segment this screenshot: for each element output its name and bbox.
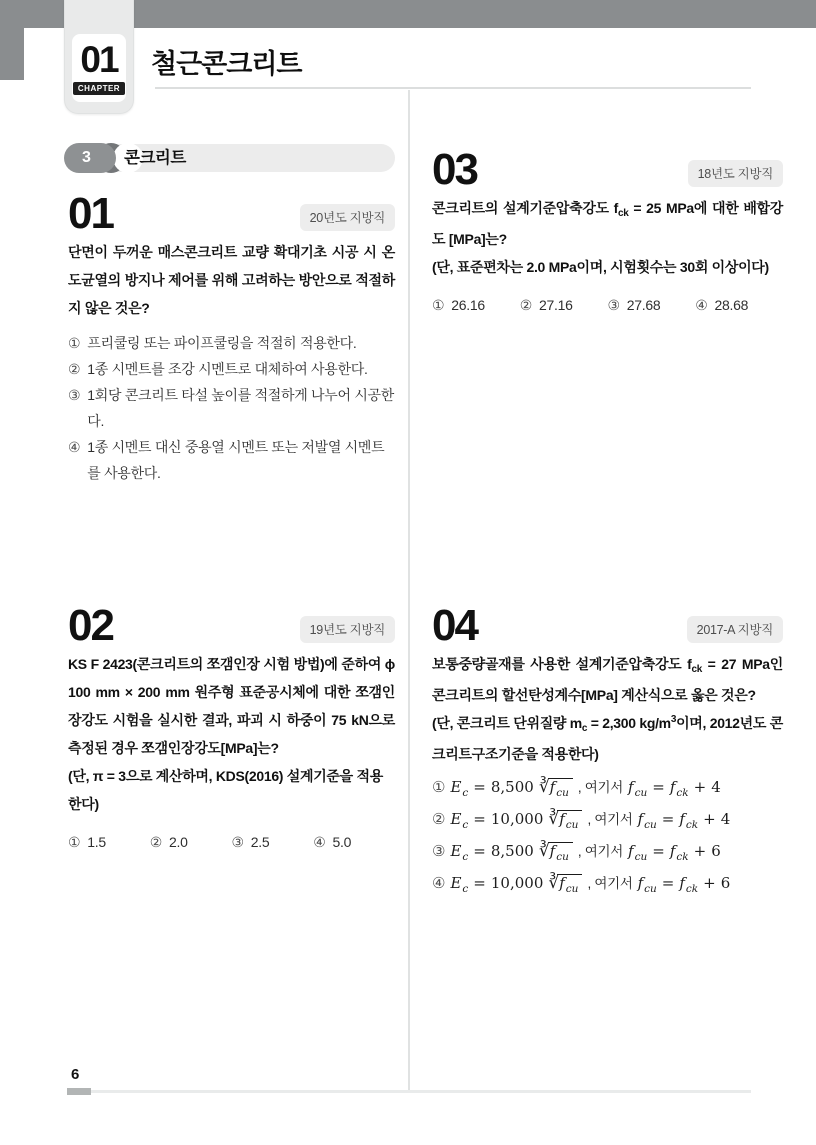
math-equals: = [661,874,675,892]
math-addend: 4 [720,810,731,828]
math-equals: = [652,842,665,860]
option-item [68,356,395,382]
cube-root-symbol: ∛ [548,873,560,893]
option-item [695,293,783,317]
option-marker: ② [149,834,163,850]
option-text: 1회당 콘크리트 타설 높이를 적절하게 나누어 시공한다. [87,387,394,429]
question-text-pre: 콘크리트의 설계기준압축강도 f [432,200,619,216]
math-term-fck: $f_{ck}$ [679,810,699,831]
cube-root-symbol: ∛ [538,777,550,797]
option-marker: ② [432,811,446,828]
option-marker: ① [432,779,446,796]
question-01-head [68,188,395,238]
option-marker: ③ [607,297,620,313]
option-marker: ① [432,297,445,313]
page-title: 철근콘크리트 [151,49,302,79]
math-term-fck: $f_{ck}$ [669,842,689,863]
option-marker: ④ [695,297,708,313]
option-marker: ② [68,361,81,377]
option-item [232,830,314,854]
section-title: 콘크리트 [124,149,186,167]
question-note: (단, 표준편차는 2.0 MPa이며, 시험횟수는 30회 이상이다) [432,259,769,275]
math-plus: + [703,874,716,892]
option-marker: ③ [68,387,81,403]
math-term-Ec: $E_c$ [450,778,469,799]
math-term-Ec: $E_c$ [450,810,469,831]
question-number: 01 [68,188,113,238]
math-cuberoot-fcu: $∛f_{cu}$ [548,809,582,829]
math-term-fcu: $f_{cu}$ [637,810,657,831]
option-text: 1종 시멘트 대신 중용열 시멘트 또는 저발열 시멘트를 사용한다. [87,439,385,481]
option-text: 1종 시멘트를 조강 시멘트로 대체하여 사용한다. [87,361,368,377]
math-coef: 8,500 [490,778,534,796]
column-divider [408,90,410,1092]
option-item [313,830,395,854]
math-term-fcu: $f_{cu}$ [628,842,648,863]
question-note: (단, π = 3으로 계산하며, KDS(2016) 설계기준을 적용한다) [68,768,383,812]
formula-connector: , 여기서 [587,812,633,827]
math-equals: = [661,810,675,828]
math-coef: 10,000 [490,810,544,828]
option-marker: ② [519,297,533,313]
math-equals: = [473,778,486,796]
option-text: 2.5 [250,834,270,850]
formula-option-1 [432,776,783,808]
question-number: 04 [432,600,477,650]
question-text: KS F 2423(콘크리트의 쪼갬인장 시험 방법)에 준하여 ϕ 100 mm × 200 mm 원주형 표준공시체에 대한 쪼갬인장강도 시험을 실시한 결과, 파괴 시 하중이 75 kN으로 측정된 경우 쪼갬인장강도[MPa]는? [68,656,395,756]
math-plus: + [703,810,716,828]
footer-bar [67,1088,91,1095]
note-post: 이며, 2012년도 콘크리트구조기준을 적용한다) [432,715,783,762]
exam-year-badge: 2017-A 지방직 [687,616,783,643]
option-text: 5.0 [332,834,352,850]
math-cuberoot-fcu: $∛f_{cu}$ [539,777,573,797]
option-marker: ④ [432,875,446,892]
question-number: 02 [68,600,113,650]
formula-connector: , 여기서 [577,844,624,859]
math-term-Ec: $E_c$ [450,842,469,863]
question-text [432,194,783,253]
question-number: 03 [432,144,477,194]
question-04-head [432,600,783,650]
option-item [608,293,696,317]
math-term-fck: $f_{ck}$ [679,874,699,895]
question-text-post: = 27 MPa인 콘크리트의 할선탄성계수[MPa] 계산식으로 옳은 것은? [432,656,783,703]
question-01 [68,190,395,486]
section-number: 3 [64,143,116,173]
section-header [64,143,395,173]
math-coef: 8,500 [490,842,534,860]
page-number: 6 [71,1066,80,1083]
footer-rule [91,1090,751,1093]
left-accent-block [0,0,24,80]
math-addend: 6 [711,842,721,860]
option-text: 28.68 [714,297,749,313]
math-term-Ec: $E_c$ [450,874,469,895]
option-marker: ① [68,834,81,850]
note-pre: (단, 콘크리트 단위질량 m [432,715,582,731]
question-text-post: = 25 MPa에 대한 배합강도 [MPa]는? [432,200,784,247]
question-note [432,709,783,768]
options-row [68,830,395,854]
option-marker: ④ [313,834,326,850]
option-text: 26.16 [451,297,485,313]
chapter-label: CHAPTER [73,82,125,95]
question-03-head [432,144,783,194]
question-text-sub: ck [618,208,629,219]
chapter-tab [64,0,134,114]
cube-root-symbol: ∛ [538,841,550,861]
formula-connector: , 여기서 [587,876,633,891]
question-03 [432,146,783,317]
option-text: 프리쿨링 또는 파이프쿨링을 적절히 적용한다. [87,335,357,351]
note-sup: 3 [670,714,677,725]
chapter-number: 01 [80,39,118,80]
math-addend: 4 [711,778,721,796]
formula-option-4 [432,872,783,904]
question-text [432,650,783,709]
chapter-card [72,34,126,102]
math-coef: 10,000 [490,874,544,892]
option-item [68,382,395,434]
question-04 [432,602,783,904]
option-item [520,293,608,317]
note-mid: = 2,300 kg/m [587,715,671,731]
exam-year-badge: 20년도 지방직 [300,204,395,231]
math-equals: = [473,842,486,860]
formula-connector: , 여기서 [577,780,624,795]
option-marker: ① [68,335,81,351]
question-text-sub: ck [691,664,702,675]
question-text: 단면이 두꺼운 매스콘크리트 교량 확대기초 시공 시 온도균열의 방지나 제어를 위해 고려하는 방안으로 적절하지 않은 것은? [68,244,395,316]
header-rule [155,87,751,89]
math-cuberoot-fcu: $∛f_{cu}$ [548,873,582,893]
note-sub: c [581,723,588,734]
option-item [68,330,395,356]
math-equals: = [473,810,486,828]
question-text-pre: 보통중량골재를 사용한 설계기준압축강도 f [432,656,692,672]
math-plus: + [693,842,707,860]
option-marker: ③ [432,843,446,860]
cube-root-symbol: ∛ [548,809,560,829]
option-marker: ④ [68,439,81,455]
math-addend: 6 [720,874,731,892]
option-text: 1.5 [87,834,106,850]
option-item [68,830,150,854]
option-item [150,830,232,854]
option-text: 27.68 [626,297,661,313]
option-item [432,293,520,317]
options-row [432,293,783,317]
math-equals: = [652,778,665,796]
math-term-fcu: $f_{cu}$ [628,778,648,799]
formula-option-2 [432,808,783,840]
formula-option-3 [432,840,783,872]
exam-year-badge: 19년도 지방직 [300,616,395,643]
math-equals: = [473,874,486,892]
math-cuberoot-fcu: $∛f_{cu}$ [539,841,573,861]
options-list [68,330,395,486]
question-02 [68,602,395,854]
option-text: 2.0 [169,834,188,850]
question-02-head [68,600,395,650]
math-term-fcu: $f_{cu}$ [637,874,657,895]
option-item [68,434,395,486]
formula-options [432,776,783,904]
option-marker: ③ [231,834,244,850]
exam-year-badge: 18년도 지방직 [688,160,783,187]
math-plus: + [693,778,707,796]
option-text: 27.16 [539,297,573,313]
math-term-fck: $f_{ck}$ [669,778,689,799]
